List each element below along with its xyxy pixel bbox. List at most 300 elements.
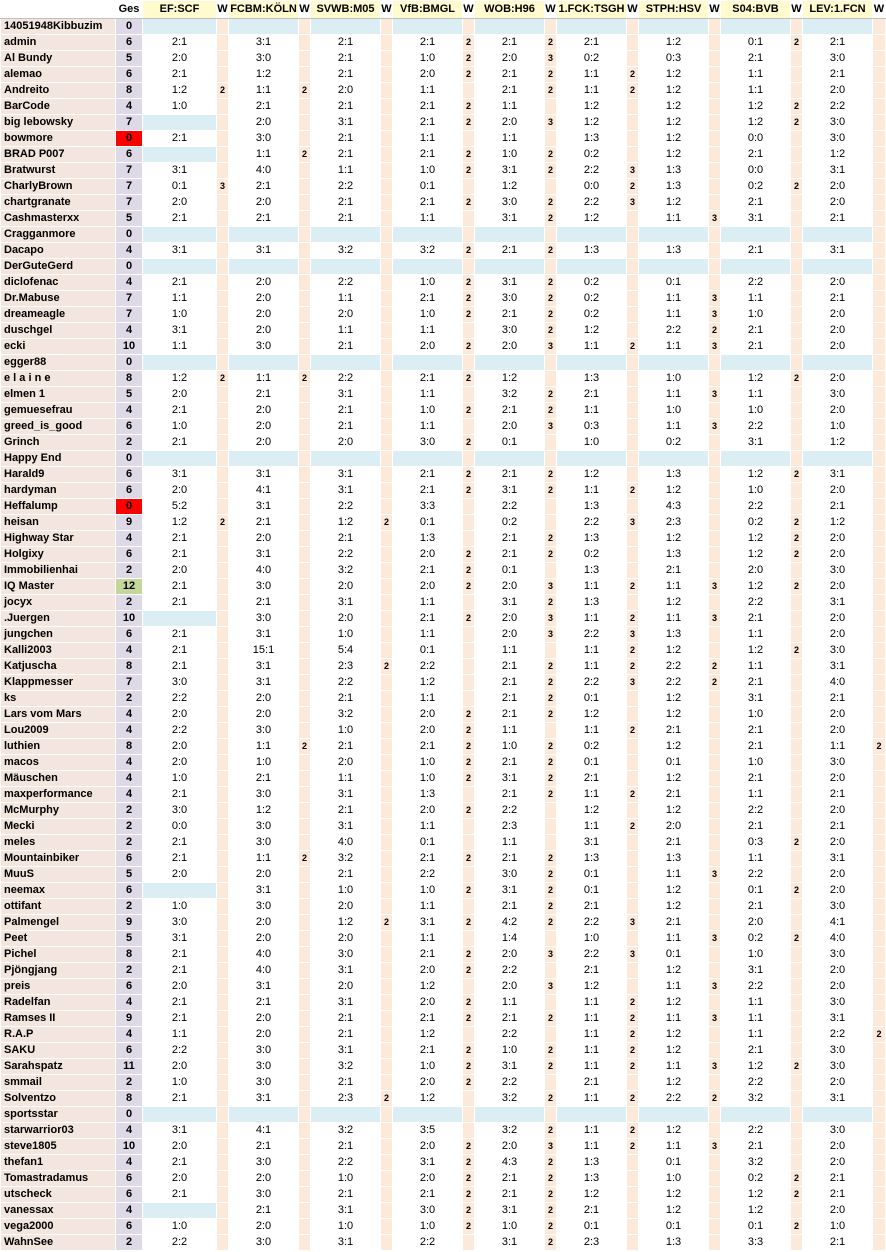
tip-score: 4:0 — [803, 675, 873, 691]
player-name[interactable]: CharlyBrown — [1, 179, 116, 195]
tip-points: 2 — [627, 483, 639, 499]
header-match[interactable]: EF:SCF — [143, 1, 217, 19]
player-name[interactable]: Pichel — [1, 947, 116, 963]
tip-points — [217, 979, 229, 995]
player-name[interactable]: steve1805 — [1, 1139, 116, 1155]
total-points: 2 — [116, 835, 143, 851]
tip-score: 2:2 — [721, 803, 791, 819]
tip-points: 2 — [627, 1011, 639, 1027]
tip-points — [545, 99, 557, 115]
tip-score: 2:0 — [803, 403, 873, 419]
player-name[interactable]: Mäuschen — [1, 771, 116, 787]
tip-points — [381, 435, 393, 451]
tip-score: 2:0 — [393, 723, 463, 739]
player-name[interactable]: starwarrior03 — [1, 1123, 116, 1139]
player-name[interactable]: Highway Star — [1, 531, 116, 547]
player-name[interactable]: e l a i n e — [1, 371, 116, 387]
tip-score: 3:1 — [803, 851, 873, 867]
tip-points — [709, 1171, 721, 1187]
tip-points — [873, 243, 886, 259]
tip-points — [299, 19, 311, 35]
tip-points — [381, 1203, 393, 1219]
player-name[interactable]: DerGuteGerd — [1, 259, 116, 275]
header-match[interactable]: FCBM:KÖLN — [229, 1, 299, 19]
header-match[interactable]: LEV:1.FCN — [803, 1, 873, 19]
tip-score: 3:1 — [311, 963, 381, 979]
tip-points — [545, 435, 557, 451]
tip-points — [709, 1187, 721, 1203]
tip-points — [217, 1059, 229, 1075]
tip-score: 4:3 — [475, 1155, 545, 1171]
tip-points — [299, 563, 311, 579]
tip-score: 15:1 — [229, 643, 299, 659]
tip-points — [217, 51, 229, 67]
total-points: 5 — [116, 387, 143, 403]
tip-points — [299, 387, 311, 403]
tip-points — [217, 1123, 229, 1139]
player-name[interactable]: Kalli2003 — [1, 643, 116, 659]
header-match[interactable]: SVWB:M05 — [311, 1, 381, 19]
player-name[interactable]: admin — [1, 35, 116, 51]
tip-points — [217, 163, 229, 179]
player-name[interactable]: ks — [1, 691, 116, 707]
tip-points — [381, 1155, 393, 1171]
tip-score: 2:3 — [639, 515, 709, 531]
tip-score: 2:0 — [229, 195, 299, 211]
player-name[interactable]: utscheck — [1, 1187, 116, 1203]
tip-score: 0:2 — [721, 515, 791, 531]
tip-points — [873, 483, 886, 499]
tip-score: 2:0 — [229, 419, 299, 435]
player-name[interactable]: Mountainbiker — [1, 851, 116, 867]
player-name[interactable]: WahnSee — [1, 1235, 116, 1251]
player-name[interactable]: MuuS — [1, 867, 116, 883]
header-match[interactable]: WOB:H96 — [475, 1, 545, 19]
tip-score: 1:2 — [557, 803, 627, 819]
tip-points: 3 — [545, 419, 557, 435]
player-name[interactable]: vega2000 — [1, 1219, 116, 1235]
player-name[interactable]: neemax — [1, 883, 116, 899]
total-points: 8 — [116, 1091, 143, 1107]
tip-score: 3:1 — [803, 595, 873, 611]
player-name[interactable]: diclofenac — [1, 275, 116, 291]
tip-score: 2:1 — [311, 51, 381, 67]
player-name[interactable]: 14051948Kibbuzim — [1, 19, 116, 35]
tip-score — [393, 259, 463, 275]
player-name[interactable]: vanessax — [1, 1203, 116, 1219]
tip-points — [791, 659, 803, 675]
player-name[interactable]: jocyx — [1, 595, 116, 611]
player-name[interactable]: ecki — [1, 339, 116, 355]
tip-points — [381, 963, 393, 979]
player-name[interactable]: greed_is_good — [1, 419, 116, 435]
tip-points — [299, 771, 311, 787]
tip-points: 3 — [545, 115, 557, 131]
player-name[interactable]: elmen 1 — [1, 387, 116, 403]
tip-score: 2:0 — [393, 1171, 463, 1187]
tip-score: 1:0 — [803, 1219, 873, 1235]
tip-points — [627, 99, 639, 115]
table-row — [1, 691, 886, 707]
tip-score: 4:0 — [803, 931, 873, 947]
tip-points — [299, 1171, 311, 1187]
tip-points — [791, 1075, 803, 1091]
tip-points — [873, 883, 886, 899]
tip-score: 2:0 — [229, 1027, 299, 1043]
tip-score: 2:0 — [311, 435, 381, 451]
player-name[interactable]: Dr.Mabuse — [1, 291, 116, 307]
tip-points — [381, 163, 393, 179]
tip-points — [873, 419, 886, 435]
tip-points — [217, 563, 229, 579]
table-row — [1, 755, 886, 771]
total-points: 2 — [116, 435, 143, 451]
tip-points: 2 — [463, 339, 475, 355]
tip-score: 0:1 — [721, 35, 791, 51]
tip-score: 2:0 — [475, 51, 545, 67]
tip-score: 2:2 — [721, 499, 791, 515]
tip-points — [299, 547, 311, 563]
player-name[interactable]: .Juergen — [1, 611, 116, 627]
tip-score: 2:1 — [721, 147, 791, 163]
player-name[interactable]: Lou2009 — [1, 723, 116, 739]
tip-score: 2:0 — [393, 995, 463, 1011]
tip-points — [217, 435, 229, 451]
player-name[interactable]: Heffalump — [1, 499, 116, 515]
player-name[interactable]: Andreito — [1, 83, 116, 99]
tip-score: 2:0 — [143, 867, 217, 883]
tip-points — [709, 627, 721, 643]
tip-score: 2:0 — [143, 483, 217, 499]
player-name[interactable]: gemuesefrau — [1, 403, 116, 419]
tip-points: 2 — [545, 771, 557, 787]
header-w: W — [791, 1, 803, 19]
player-name[interactable]: Katjuscha — [1, 659, 116, 675]
tip-score: 1:1 — [557, 611, 627, 627]
tip-score: 2:1 — [143, 211, 217, 227]
tip-score — [475, 227, 545, 243]
tip-score: 1:2 — [803, 435, 873, 451]
tip-points — [873, 35, 886, 51]
total-points: 0 — [116, 227, 143, 243]
tip-points — [873, 867, 886, 883]
table-row — [1, 355, 886, 371]
player-name[interactable]: Tomastradamus — [1, 1171, 116, 1187]
tip-points: 3 — [709, 1011, 721, 1027]
tip-points — [381, 1107, 393, 1123]
tip-points — [217, 387, 229, 403]
tip-score: 2:0 — [803, 83, 873, 99]
tip-points — [381, 419, 393, 435]
tip-score: 2:0 — [803, 771, 873, 787]
tip-points — [381, 1075, 393, 1091]
tip-score: 2:1 — [639, 723, 709, 739]
tip-score: 2:0 — [143, 1139, 217, 1155]
total-points: 4 — [116, 1027, 143, 1043]
player-name[interactable]: hardyman — [1, 483, 116, 499]
header-match[interactable]: 1.FCK:TSGH — [557, 1, 627, 19]
total-points: 0 — [116, 451, 143, 467]
tip-points — [299, 707, 311, 723]
tip-score: 1:2 — [143, 371, 217, 387]
tip-score: 3:0 — [803, 563, 873, 579]
tip-score: 4:0 — [311, 835, 381, 851]
tip-score: 2:3 — [475, 819, 545, 835]
player-name[interactable]: Klappmesser — [1, 675, 116, 691]
tip-points — [299, 755, 311, 771]
total-points: 9 — [116, 1011, 143, 1027]
table-row — [1, 1075, 886, 1091]
tip-points — [299, 531, 311, 547]
player-name[interactable]: chartgranate — [1, 195, 116, 211]
tip-points — [791, 787, 803, 803]
tip-points: 3 — [709, 1139, 721, 1155]
tip-points — [791, 243, 803, 259]
table-row — [1, 339, 886, 355]
tip-score: 2:1 — [721, 1043, 791, 1059]
tip-score: 1:0 — [311, 627, 381, 643]
player-name[interactable]: Bratwurst — [1, 163, 116, 179]
table-row — [1, 947, 886, 963]
tip-score: 1:3 — [393, 787, 463, 803]
tip-points — [299, 163, 311, 179]
player-name[interactable]: smmail — [1, 1075, 116, 1091]
header-match[interactable]: S04:BVB — [721, 1, 791, 19]
tip-points — [217, 723, 229, 739]
player-name[interactable]: Pjöngjang — [1, 963, 116, 979]
tip-score: 3:1 — [393, 915, 463, 931]
table-row — [1, 211, 886, 227]
tip-points: 2 — [627, 1043, 639, 1059]
player-name[interactable]: egger88 — [1, 355, 116, 371]
player-name[interactable]: Palmengel — [1, 915, 116, 931]
player-name[interactable]: Immobilienhai — [1, 563, 116, 579]
player-name[interactable]: Al Bundy — [1, 51, 116, 67]
tip-points: 2 — [545, 691, 557, 707]
tip-score: 2:1 — [721, 675, 791, 691]
player-name[interactable]: Holgixy — [1, 547, 116, 563]
tip-points: 2 — [463, 771, 475, 787]
tip-points — [545, 643, 557, 659]
tip-points — [709, 819, 721, 835]
tip-score: 2:0 — [311, 611, 381, 627]
player-name[interactable]: Harald9 — [1, 467, 116, 483]
tip-points — [381, 371, 393, 387]
total-points: 10 — [116, 611, 143, 627]
tip-points — [627, 371, 639, 387]
player-name[interactable]: IQ Master — [1, 579, 116, 595]
player-name[interactable]: meles — [1, 835, 116, 851]
header-w: W — [217, 1, 229, 19]
tip-points — [709, 1235, 721, 1251]
tip-points: 2 — [463, 307, 475, 323]
tip-points: 2 — [545, 707, 557, 723]
tip-score: 2:1 — [721, 819, 791, 835]
tip-points — [381, 179, 393, 195]
tip-points — [873, 83, 886, 99]
tip-score: 5:2 — [143, 499, 217, 515]
player-name[interactable]: Ramses II — [1, 1011, 116, 1027]
tip-points — [873, 979, 886, 995]
tip-points — [791, 739, 803, 755]
player-name[interactable]: Happy End — [1, 451, 116, 467]
tip-points — [709, 227, 721, 243]
table-row — [1, 1107, 886, 1123]
player-name[interactable]: ottifant — [1, 899, 116, 915]
player-name[interactable]: jungchen — [1, 627, 116, 643]
tip-score: 3:1 — [143, 467, 217, 483]
tip-score: 2:0 — [311, 979, 381, 995]
total-points: 9 — [116, 915, 143, 931]
table-row — [1, 515, 886, 531]
player-name[interactable]: Sarahspatz — [1, 1059, 116, 1075]
tip-points — [217, 947, 229, 963]
player-name[interactable]: Grinch — [1, 435, 116, 451]
tip-score: 1:2 — [393, 675, 463, 691]
table-row — [1, 851, 886, 867]
tip-points: 2 — [463, 1075, 475, 1091]
tip-points — [217, 851, 229, 867]
tip-score: 2:1 — [475, 1011, 545, 1027]
tip-points — [873, 579, 886, 595]
tip-score: 3:1 — [475, 1059, 545, 1075]
player-name[interactable]: dreameagle — [1, 307, 116, 323]
player-name[interactable]: Mecki — [1, 819, 116, 835]
tip-score: 0:1 — [557, 883, 627, 899]
tip-points: 2 — [627, 723, 639, 739]
player-name[interactable]: Peet — [1, 931, 116, 947]
header-match[interactable]: STPH:HSV — [639, 1, 709, 19]
tip-score: 1:1 — [393, 819, 463, 835]
tip-score: 1:3 — [557, 595, 627, 611]
tip-score — [803, 227, 873, 243]
tip-score: 2:0 — [803, 883, 873, 899]
player-name[interactable]: Radelfan — [1, 995, 116, 1011]
tip-points — [791, 771, 803, 787]
tip-points — [873, 819, 886, 835]
tip-score — [803, 1107, 873, 1123]
tip-score: 2:1 — [143, 35, 217, 51]
tip-score: 3:1 — [311, 467, 381, 483]
player-name[interactable]: heisan — [1, 515, 116, 531]
tip-points: 2 — [463, 115, 475, 131]
tip-score: 2:1 — [311, 1075, 381, 1091]
tip-points — [299, 243, 311, 259]
player-name[interactable]: bowmore — [1, 131, 116, 147]
tip-score: 3:3 — [393, 499, 463, 515]
player-name[interactable]: alemao — [1, 67, 116, 83]
total-points: 4 — [116, 787, 143, 803]
tip-points — [381, 259, 393, 275]
tip-score: 2:1 — [311, 803, 381, 819]
table-row — [1, 1011, 886, 1027]
tip-score: 1:2 — [721, 371, 791, 387]
tip-points — [791, 1107, 803, 1123]
tip-score: 2:3 — [557, 1235, 627, 1251]
player-name[interactable]: Cragganmore — [1, 227, 116, 243]
player-name[interactable]: McMurphy — [1, 803, 116, 819]
tip-points — [627, 739, 639, 755]
player-name[interactable]: preis — [1, 979, 116, 995]
tip-score: 2:0 — [229, 115, 299, 131]
tip-score: 2:0 — [393, 339, 463, 355]
tip-score: 2:1 — [393, 563, 463, 579]
tip-score: 1:1 — [721, 995, 791, 1011]
player-name[interactable]: R.A.P — [1, 1027, 116, 1043]
tip-points — [873, 803, 886, 819]
tip-score: 3:2 — [721, 1091, 791, 1107]
tip-points — [381, 995, 393, 1011]
player-name[interactable]: SAKU — [1, 1043, 116, 1059]
table-row — [1, 179, 886, 195]
tip-points — [217, 755, 229, 771]
player-name[interactable]: luthien — [1, 739, 116, 755]
player-name[interactable]: Lars vom Mars — [1, 707, 116, 723]
tip-score: 1:1 — [475, 643, 545, 659]
player-name[interactable]: maxperformance — [1, 787, 116, 803]
tip-points: 2 — [791, 1171, 803, 1187]
table-row — [1, 579, 886, 595]
tip-score: 3:1 — [311, 995, 381, 1011]
tip-score: 1:1 — [475, 835, 545, 851]
tip-score: 2:1 — [721, 1139, 791, 1155]
tip-score: 1:2 — [721, 115, 791, 131]
tip-points — [217, 611, 229, 627]
tip-points — [299, 899, 311, 915]
tip-score: 2:1 — [557, 1075, 627, 1091]
tip-score: 3:1 — [475, 275, 545, 291]
tip-score: 1:1 — [557, 723, 627, 739]
tip-points — [791, 979, 803, 995]
tip-points — [299, 963, 311, 979]
player-name[interactable]: Cashmasterxx — [1, 211, 116, 227]
tip-score: 2:1 — [393, 371, 463, 387]
player-name[interactable]: sportsstar — [1, 1107, 116, 1123]
header-match[interactable]: VfB:BMGL — [393, 1, 463, 19]
tip-points — [545, 19, 557, 35]
tip-score — [311, 451, 381, 467]
player-name[interactable]: Dacapo — [1, 243, 116, 259]
player-name[interactable]: Solventzo — [1, 1091, 116, 1107]
tip-points — [299, 1235, 311, 1251]
tip-points — [545, 563, 557, 579]
table-row — [1, 1043, 886, 1059]
player-name[interactable]: macos — [1, 755, 116, 771]
tip-points: 2 — [627, 67, 639, 83]
player-name[interactable]: BRAD P007 — [1, 147, 116, 163]
player-name[interactable]: duschgel — [1, 323, 116, 339]
tip-points — [463, 819, 475, 835]
tip-score: 0:0 — [721, 163, 791, 179]
tip-points — [873, 1011, 886, 1027]
tip-score: 3:1 — [143, 323, 217, 339]
tip-score: 1:0 — [393, 1059, 463, 1075]
tip-points: 2 — [381, 659, 393, 675]
player-name[interactable]: BarCode — [1, 99, 116, 115]
player-name[interactable]: thefan1 — [1, 1155, 116, 1171]
tip-points — [299, 595, 311, 611]
tip-points — [627, 883, 639, 899]
total-points: 7 — [116, 291, 143, 307]
tip-score: 2:1 — [311, 147, 381, 163]
tip-points — [217, 403, 229, 419]
player-name[interactable]: big lebowsky — [1, 115, 116, 131]
tip-points — [545, 451, 557, 467]
table-row — [1, 883, 886, 899]
tip-points: 2 — [545, 195, 557, 211]
tip-points — [627, 531, 639, 547]
tip-points — [381, 227, 393, 243]
